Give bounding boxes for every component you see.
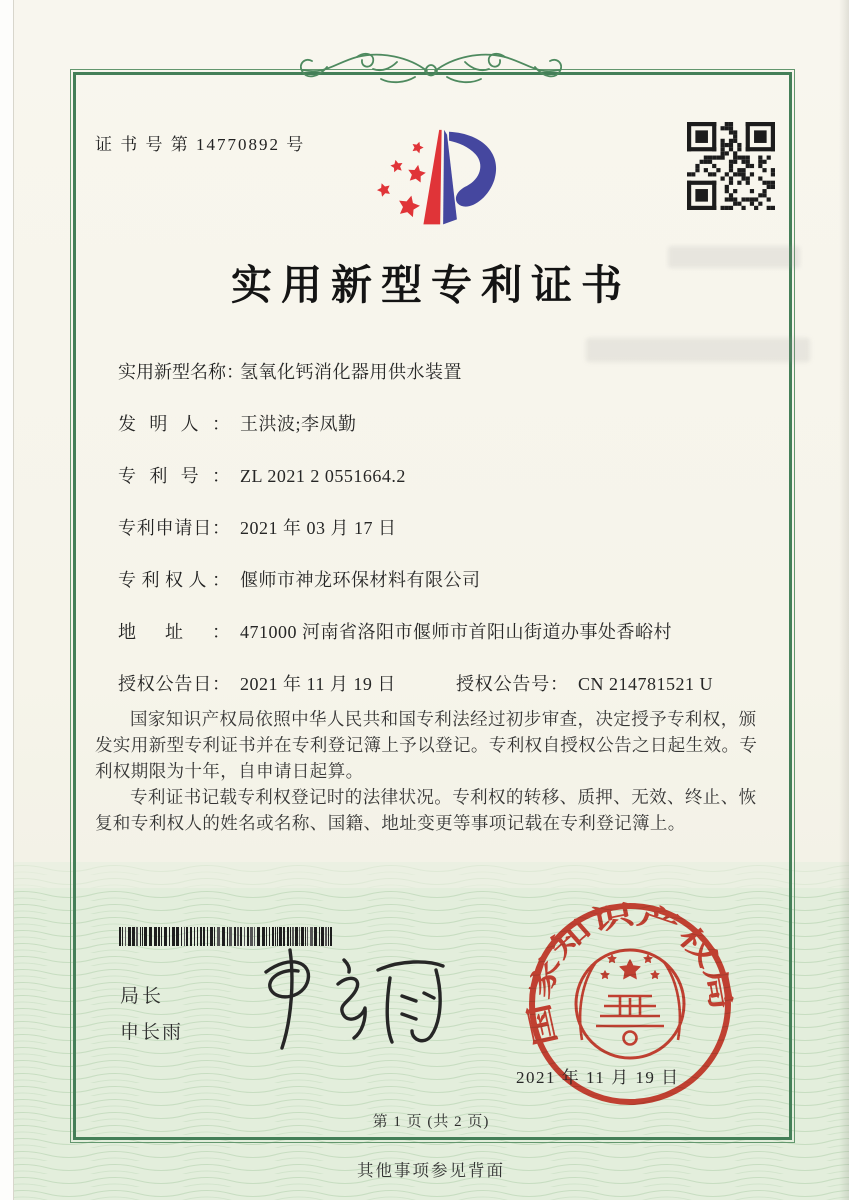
field-row-patent-no xyxy=(118,462,778,514)
body-paragraph-2: 专利证书记载专利权登记时的法律状况。专利权的转移、质押、无效、终止、恢复和专利权人的姓名或名称、国籍、地址变更等事项记载在专利登记簿上。 xyxy=(95,787,757,833)
field-label: 专利申请日： xyxy=(118,518,230,538)
commissioner-title: 局长 xyxy=(120,986,165,1007)
field-row-name xyxy=(118,358,778,410)
field-value: CN 214781521 U xyxy=(578,674,714,694)
field-label: 专利权人： xyxy=(118,570,230,590)
qr-code xyxy=(687,122,775,210)
scan-edge-right xyxy=(839,0,849,1200)
field-value: 偃师市神龙环保材料有限公司 xyxy=(240,570,481,590)
field-row-patentee xyxy=(118,566,778,618)
field-label: 地址： xyxy=(118,622,230,642)
field-label: 发明人： xyxy=(118,414,230,434)
field-label: 授权公告号： xyxy=(456,674,568,694)
field-row-address xyxy=(118,618,778,670)
field-label: 授权公告日： xyxy=(118,674,230,694)
body-paragraph-1: 国家知识产权局依照中华人民共和国专利法经过初步审查，决定授予专利权，颁发实用新型专利证书并在专利登记簿上予以登记。专利权自授权公告之日起生效。专利权期限为十年，自申请日起算。 xyxy=(95,709,758,781)
field-value: 王洪波;李凤勤 xyxy=(240,414,357,434)
field-label: 实用新型名称： xyxy=(118,362,244,382)
legal-text xyxy=(95,706,759,836)
seal-text: 国家知识产权局 xyxy=(524,900,734,1049)
field-value: 氢氧化钙消化器用供水装置 xyxy=(240,362,462,382)
scan-edge-left xyxy=(0,0,14,1200)
certificate-number: 证 书 号 第 14770892 号 xyxy=(95,135,306,154)
national-emblem-icon xyxy=(576,950,684,1058)
field-row-inventor xyxy=(118,410,778,462)
field-row-filing-date xyxy=(118,514,778,566)
border-flourish-icon xyxy=(300,47,562,95)
field-value: 2021 年 11 月 19 日 xyxy=(240,674,396,694)
commissioner-signature-icon xyxy=(238,938,463,1056)
field-list xyxy=(118,358,778,722)
commissioner-name: 申长雨 xyxy=(120,1022,184,1043)
field-pair-grant-no xyxy=(456,670,713,696)
field-value: 2021 年 03 月 17 日 xyxy=(240,518,397,538)
back-note: 其他事项参见背面 xyxy=(357,1161,505,1180)
field-label: 专利号： xyxy=(118,466,230,486)
field-value: ZL 2021 2 0551664.2 xyxy=(240,466,406,486)
page-title: 实用新型专利证书 xyxy=(231,262,631,308)
seal-date: 2021 年 11 月 19 日 xyxy=(516,1068,680,1087)
page-number: 第 1 页 (共 2 页) xyxy=(372,1114,490,1130)
field-value: 471000 河南省洛阳市偃师市首阳山街道办事处香峪村 xyxy=(240,622,672,642)
cnipa-logo-icon xyxy=(362,118,540,246)
